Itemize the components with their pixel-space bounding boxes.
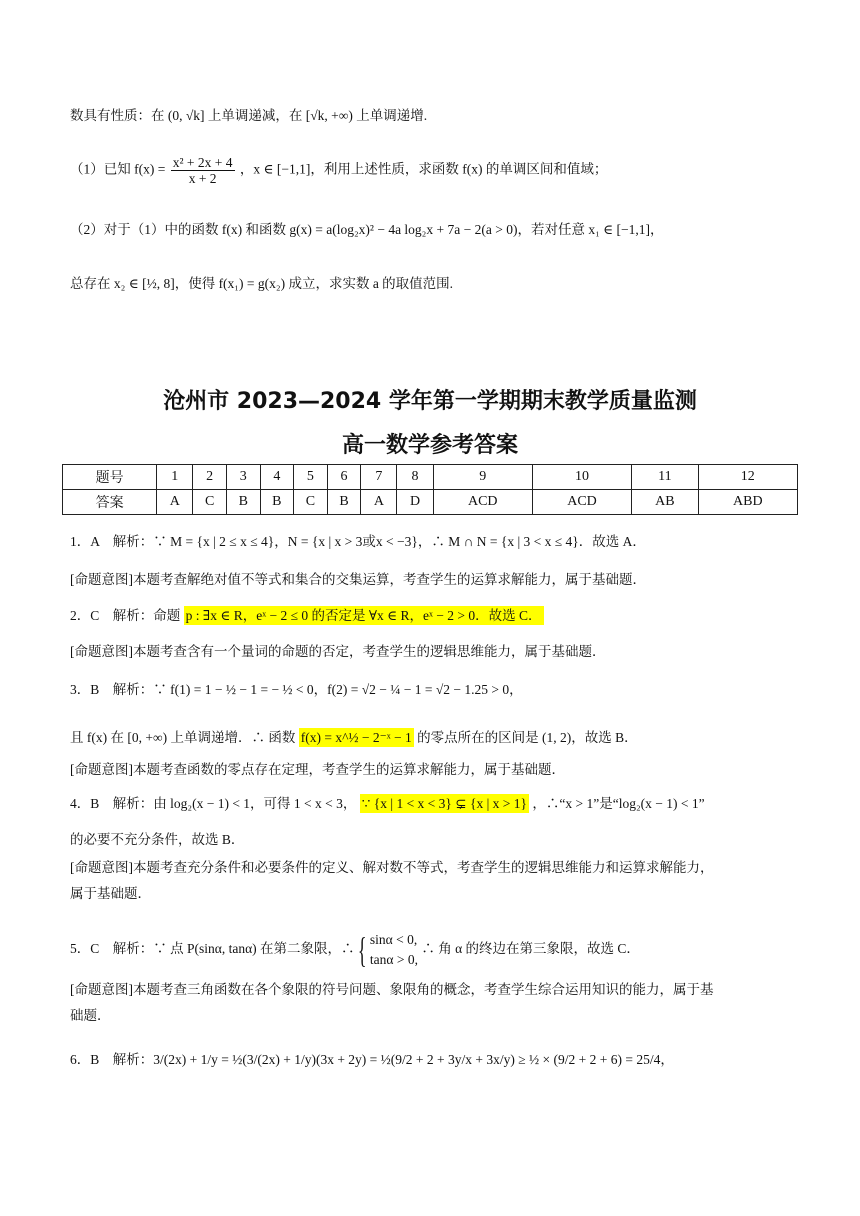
solution-4-intent: [命题意图]本题考查充分条件和必要条件的定义、解对数不等式，考查学生的逻辑思维能力和运算求解能力， [70, 860, 714, 875]
solution-5-lead: 5．C 解析：∵ 点 P(sinα, tanα) 在第二象限，∴ [70, 941, 355, 957]
fraction [171, 155, 235, 186]
table-row-answers [63, 490, 798, 515]
solution-5-tail: ∴ 角 α 的终边在第三象限，故选 C． [421, 941, 640, 957]
table-row-numbers [63, 465, 798, 490]
fraction-denominator: x + 2 [188, 171, 217, 186]
table-cell: 9 [433, 465, 532, 490]
problem-part1 [70, 155, 607, 186]
solution-3-tail: 的零点所在的区间是 (1, 2)，故选 B． [417, 730, 638, 745]
table-cell: C [193, 490, 227, 515]
solution-5 [70, 930, 640, 970]
table-cell: A [361, 490, 397, 515]
table-cell: 12 [698, 465, 797, 490]
solution-4-tail: ，∴“x > 1”是“log₂(x − 1) < 1” [532, 796, 705, 811]
row-label: 答案 [63, 490, 157, 515]
table-cell: 1 [157, 465, 193, 490]
answer-table [62, 464, 798, 515]
solution-3-continued [70, 728, 638, 748]
table-cell: 5 [294, 465, 328, 490]
solution-6: 6．B 解析：3/(2x) + 1/y = ½(3/(2x) + 1/y)(3x + 2y) = ½(9/2 + 2 + 3y/x + 3x/y) ≥ ½ × (9/2 + 2 + 6) = 25/4， [70, 1052, 674, 1067]
solution-2-intent: [命题意图]本题考查含有一个量词的命题的否定，考查学生的逻辑思维能力，属于基础题． [70, 644, 606, 659]
table-cell: C [294, 490, 328, 515]
solution-1: 1．A 解析：∵ M = {x | 2 ≤ x ≤ 4}，N = {x | x > 3或x < −3}，∴ M ∩ N = {x | 3 < x ≤ 4}．故选 A． [70, 534, 646, 549]
solution-3: 3．B 解析：∵ f(1) = 1 − ½ − 1 = − ½ < 0，f(2) = √2 − ¼ − 1 = √2 − 1.25 > 0， [70, 682, 523, 697]
table-cell: 6 [327, 465, 361, 490]
exam-title: 沧州市 2023—2024 学年第一学期期末教学质量监测 [163, 389, 697, 414]
table-cell: 2 [193, 465, 227, 490]
table-cell: 11 [632, 465, 698, 490]
case-line: sinα < 0, [369, 932, 418, 947]
solution-2-lead: 2．C 解析：命题 [70, 608, 181, 623]
part1-tail: ，x ∈ [−1,1]，利用上述性质，求函数 f(x) 的单调区间和值域； [239, 161, 608, 177]
row-label: 题号 [63, 465, 157, 490]
solution-2 [70, 606, 544, 626]
solution-4 [70, 794, 705, 814]
table-cell: 7 [361, 465, 397, 490]
table-cell: B [226, 490, 260, 515]
table-cell: D [397, 490, 433, 515]
table-cell: 4 [260, 465, 294, 490]
solution-1-intent: [命题意图]本题考查解绝对值不等式和集合的交集运算，考查学生的运算求解能力，属于基础题． [70, 572, 646, 587]
solution-4-lead: 4．B 解析：由 log₂(x − 1) < 1，可得 1 < x < 3， [70, 796, 357, 811]
answer-key-title: 高一数学参考答案 [341, 433, 518, 458]
table-cell: 3 [226, 465, 260, 490]
fraction-numerator: x² + 2x + 4 [172, 155, 233, 170]
solution-5-intent: [命题意图]本题考查三角函数在各个象限的符号问题、象限角的概念，考查学生综合运用知识的能力，属于基 [70, 982, 714, 997]
table-cell: ACD [532, 490, 631, 515]
table-cell: AB [632, 490, 698, 515]
table-cell: ACD [433, 490, 532, 515]
table-cell: B [260, 490, 294, 515]
solution-3-intent: [命题意图]本题考查函数的零点存在定理，考查学生的运算求解能力，属于基础题． [70, 762, 565, 777]
table-cell: B [327, 490, 361, 515]
table-cell: A [157, 490, 193, 515]
solution-3-lead: 且 f(x) 在 [0, +∞) 上单调递增．∴ 函数 [70, 730, 296, 745]
table-cell: 10 [532, 465, 631, 490]
solution-4-continued: 的必要不充分条件，故选 B． [70, 832, 245, 847]
solution-5-intent-continued: 础题． [70, 1008, 111, 1023]
problem-part2-continued: 总存在 x₂ ∈ [½, 8]，使得 f(x₁) = g(x₂) 成立，求实数 a 的取值范围. [70, 276, 454, 291]
highlighted-formula: ∵ {x | 1 < x < 3} ⊊ {x | x > 1} [361, 796, 527, 811]
highlighted-text: p : ∃x ∈ R，eˣ − 2 ≤ 0 的否定是 ∀x ∈ R，eˣ − 2 > 0．故选 C． [185, 608, 542, 623]
case-line: tanα > 0, [369, 952, 418, 967]
table-cell: ABD [698, 490, 797, 515]
problem-part2: （2）对于（1）中的函数 f(x) 和函数 g(x) = a(log₂x)² − 4a log₂x + 7a − 2(a > 0)，若对任意 x₁ ∈ [−1,1]， [70, 222, 664, 237]
highlighted-formula: f(x) = x^½ − 2⁻ˣ − 1 [300, 730, 412, 745]
part1-lead: （1）已知 f(x) = [70, 161, 166, 177]
problem-text-line: 数具有性质：在 (0, √k] 上单调递减，在 [√k, +∞) 上单调递增. [70, 108, 428, 123]
case-system [370, 930, 418, 970]
table-cell: 8 [397, 465, 433, 490]
solution-4-intent-continued: 属于基础题． [70, 886, 151, 901]
brace-icon: { [357, 930, 367, 970]
